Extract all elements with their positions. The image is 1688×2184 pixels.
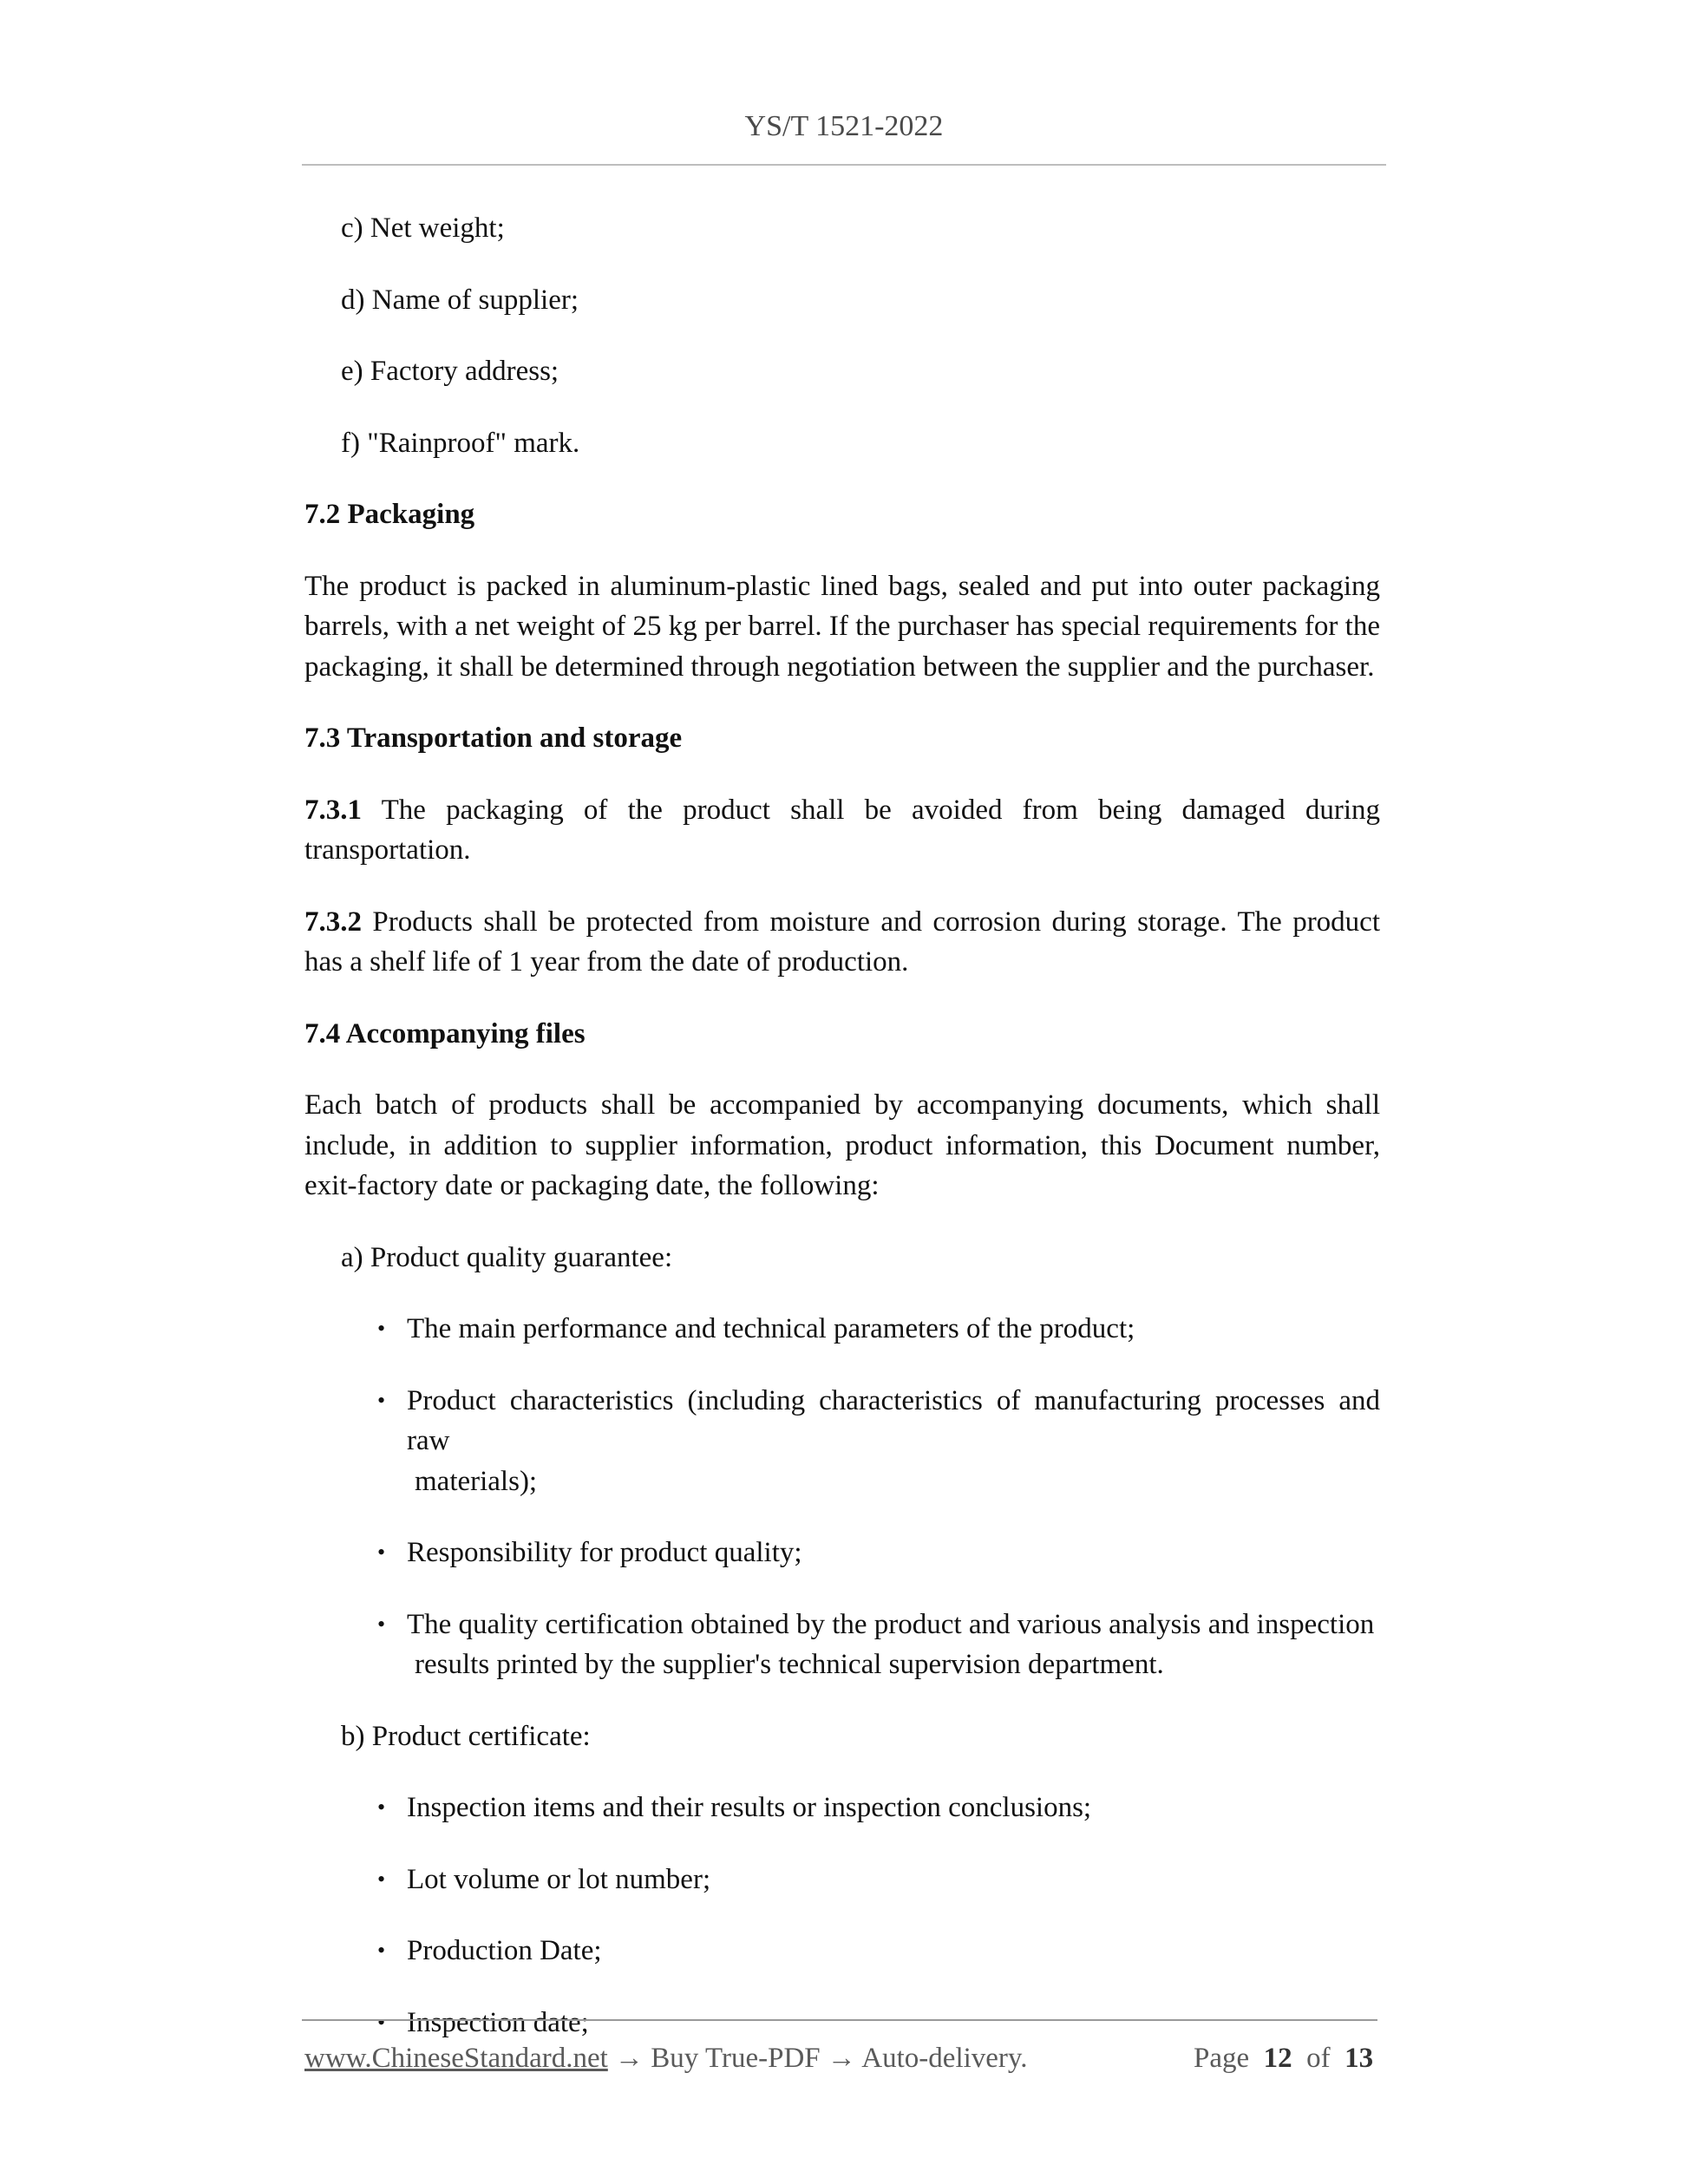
bullet-item: • Production Date; bbox=[407, 1931, 1380, 1971]
list-item-net-weight: c) Net weight; bbox=[341, 213, 505, 244]
bullet-icon: • bbox=[377, 1316, 386, 1341]
total-pages-number: 13 bbox=[1345, 2043, 1374, 2074]
section-heading-packaging: 7.2 Packaging bbox=[304, 499, 475, 530]
bullet-item: • Inspection items and their results or inspection conclusions; bbox=[407, 1788, 1380, 1828]
of-label: of bbox=[1306, 2043, 1331, 2074]
clause-7-3-2 bbox=[304, 902, 1380, 983]
header-divider bbox=[302, 164, 1386, 166]
accompanying-files-paragraph: Each batch of products shall be accompanied by accompanying documents, which shall include, in addition to supplier information, product information, this Document number, exit-factory date or packaging date, the following: bbox=[304, 1089, 1380, 1201]
section-heading-accompanying-files: 7.4 Accompanying files bbox=[304, 1017, 586, 1049]
section-heading-transport-storage: 7.3 Transportation and storage bbox=[304, 723, 683, 754]
bullet-icon: • bbox=[377, 1540, 386, 1565]
page-label: Page bbox=[1194, 2043, 1250, 2074]
bullet-item: • Inspection date; bbox=[407, 2003, 1380, 2043]
website-link[interactable]: www.ChineseStandard.net bbox=[304, 2043, 608, 2074]
bullet-icon: • bbox=[377, 1866, 386, 1892]
bullet-item: • The quality certification obtained by the product and various analysis and inspection results printed by the supplier's technical supervision department. bbox=[407, 1605, 1380, 1685]
list-item-factory-address: e) Factory address; bbox=[341, 356, 559, 387]
page-indicator bbox=[1194, 2038, 1373, 2078]
list-item-quality-guarantee: a) Product quality guarantee: bbox=[341, 1241, 673, 1273]
clause-7-3-1 bbox=[304, 790, 1380, 871]
bullet-item: • The main performance and technical parameters of the product; bbox=[407, 1309, 1380, 1350]
bullet-icon: • bbox=[377, 1938, 386, 1963]
clause-number: 7.3.2 bbox=[304, 906, 362, 938]
list-item-product-certificate: b) Product certificate: bbox=[341, 1720, 591, 1752]
bullet-icon: • bbox=[377, 1611, 386, 1637]
bullet-item: • Responsibility for product quality; bbox=[407, 1533, 1380, 1573]
list-item-rainproof-mark: f) "Rainproof" mark. bbox=[341, 427, 580, 459]
bullet-icon: • bbox=[377, 1795, 386, 1820]
page-content bbox=[304, 208, 1380, 2074]
footer-promo bbox=[304, 2038, 1028, 2078]
clause-text: The packaging of the product shall be avoided from being damaged during transportation. bbox=[304, 794, 1380, 866]
packaging-paragraph: The product is packed in aluminum-plastic lined bags, sealed and put into outer packaging barrels, with a net weight of 25 kg per barrel. If the purchaser has special requirements for the packaging, it shall be determined through negotiation between the supplier and the purchaser. bbox=[304, 570, 1380, 683]
bullet-icon: • bbox=[377, 2009, 386, 2035]
clause-text: Products shall be protected from moisture and corrosion during storage. The product has a shelf life of 1 year from the date of production. bbox=[304, 906, 1380, 978]
header-standard-number: YS/T 1521-2022 bbox=[744, 110, 944, 142]
current-page-number: 12 bbox=[1263, 2043, 1292, 2074]
bullet-item: • Product characteristics (including characteristics of manufacturing processes and raw materials); bbox=[407, 1381, 1380, 1502]
footer-divider bbox=[302, 2019, 1377, 2021]
clause-number: 7.3.1 bbox=[304, 794, 362, 826]
bullet-item: • Lot volume or lot number; bbox=[407, 1860, 1380, 1900]
bullet-icon: • bbox=[377, 1387, 386, 1413]
footer-tagline: → Buy True-PDF → Auto-delivery. bbox=[607, 2043, 1028, 2074]
list-item-supplier-name: d) Name of supplier; bbox=[341, 284, 579, 316]
